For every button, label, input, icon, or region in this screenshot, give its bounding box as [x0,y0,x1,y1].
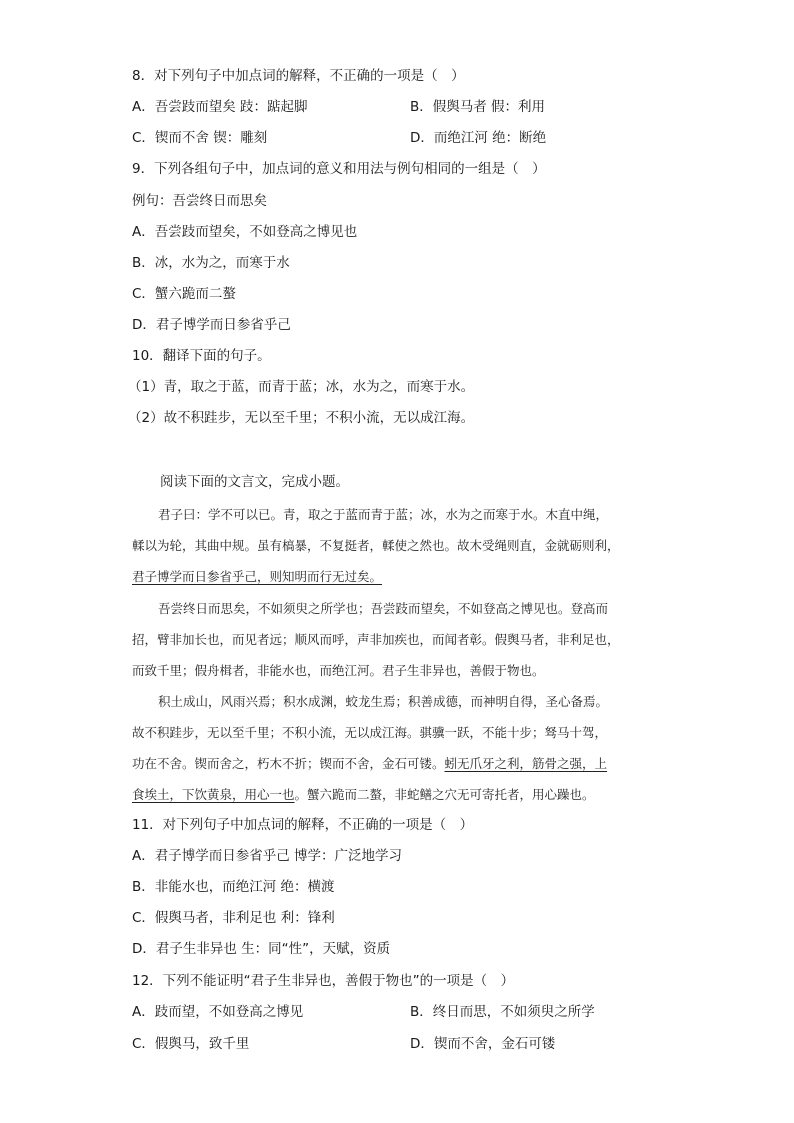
passage-p3-line-4-plain: 。蟹六跪而二螯，非蛇鳝之穴无可寄托者，用心躁也。 [294,787,595,802]
q11-stem: 11．对下列句子中加点词的解释，不正确的一项是（ ） [132,817,474,833]
passage-p2-line-3: 而致千里；假舟楫者，非能水也，而绝江河。君子生非异也，善假于物也。 [132,663,545,678]
passage-p1-line-3: 君子博学而日参省乎己，则知明而行无过矣。 [132,569,383,584]
passage-p3-line-1: 积土成山，风雨兴焉；积水成渊，蛟龙生焉；积善成德，而神明自得，圣心备焉。 [158,694,609,709]
q8-option-b: B．假舆马者 假：利用 [410,99,546,115]
q11-option-c: C．假舆马者，非利足也 利：锋利 [132,910,335,926]
passage-p3-line-3 [132,754,607,772]
q11-option-d: D．君子生非异也 生：同“性”，天赋，资质 [132,941,391,957]
q9-option-a: A．吾尝跂而望矣，不如登高之博见也 [132,224,358,240]
q12-option-a: A．跂而望，不如登高之博见 [132,1004,304,1020]
passage-p3-line-2: 故不积跬步，无以至千里；不积小流，无以成江海。骐骥一跃，不能十步；驽马十驾， [132,725,608,740]
passage-p1-line-1: 君子曰：学不可以已。青，取之于蓝而青于蓝；冰，水为之而寒于水。木直中绳， [158,507,609,522]
q11-option-a: A．君子博学而日参省乎己 博学：广泛地学习 [132,848,403,864]
q12-option-c: C．假舆马，致千里 [132,1036,250,1052]
q10-item-1: （1）青，取之于蓝，而青于蓝；冰，水为之，而寒于水。 [128,379,475,395]
q10-item-2: （2）故不积跬步，无以至千里；不积小流，无以成江海。 [128,410,475,426]
passage-p3-line-3-plain: 功在不舍。锲而舍之，朽木不折；锲而不舍，金石可镂。 [132,756,445,771]
q12-stem: 12．下列不能证明“君子生非异也，善假于物也”的一项是（ ） [132,973,515,989]
passage-p2-line-2: 招，臂非加长也，而见者远；顺风而呼，声非加疾也，而闻者彰。假舆马者，非利足也， [132,632,620,647]
passage-p2-line-1: 吾尝终日而思矣，不如须臾之所学也；吾尝跂而望矣，不如登高之博见也。登高而 [158,601,609,616]
q9-example: 例句：吾尝终日而思矣 [132,193,267,209]
passage-p1-line-2: 輮以为轮，其曲中规。虽有槁暴，不复挺者，輮使之然也。故木受绳则直，金就砺则利， [132,538,620,553]
q9-option-c: C．蟹六跪而二螯 [132,286,236,302]
q9-stem: 9．下列各组句子中，加点词的意义和用法与例句相同的一组是（ ） [132,161,546,177]
passage-p3-line-4 [132,785,595,803]
q8-option-d: D．而绝江河 绝：断绝 [410,130,547,146]
q8-option-c: C．锲而不舍 锲：雕刻 [132,130,268,146]
q12-option-b: B．终日而思，不如须臾之所学 [410,1004,595,1020]
q8-option-a: A．吾尝跂而望矣 跂：踮起脚 [132,99,308,115]
q12-option-d: D．锲而不舍，金石可镂 [410,1036,556,1052]
reading-intro: 阅读下面的文言文，完成小题。 [160,474,349,490]
passage-p3-line-4-underlined: 食埃土，下饮黄泉，用心一也 [132,787,295,802]
q8-stem: 8．对下列句子中加点词的解释，不正确的一项是（ ） [132,68,465,84]
passage-p3-line-3-underlined: 蚓无爪牙之利，筋骨之强，上 [444,756,608,771]
q10-stem: 10．翻译下面的句子。 [132,348,271,364]
q9-option-d: D．君子博学而日参省乎己 [132,317,291,333]
q9-option-b: B．冰，水为之，而寒于水 [132,255,290,271]
q11-option-b: B．非能水也，而绝江河 绝：横渡 [132,879,335,895]
